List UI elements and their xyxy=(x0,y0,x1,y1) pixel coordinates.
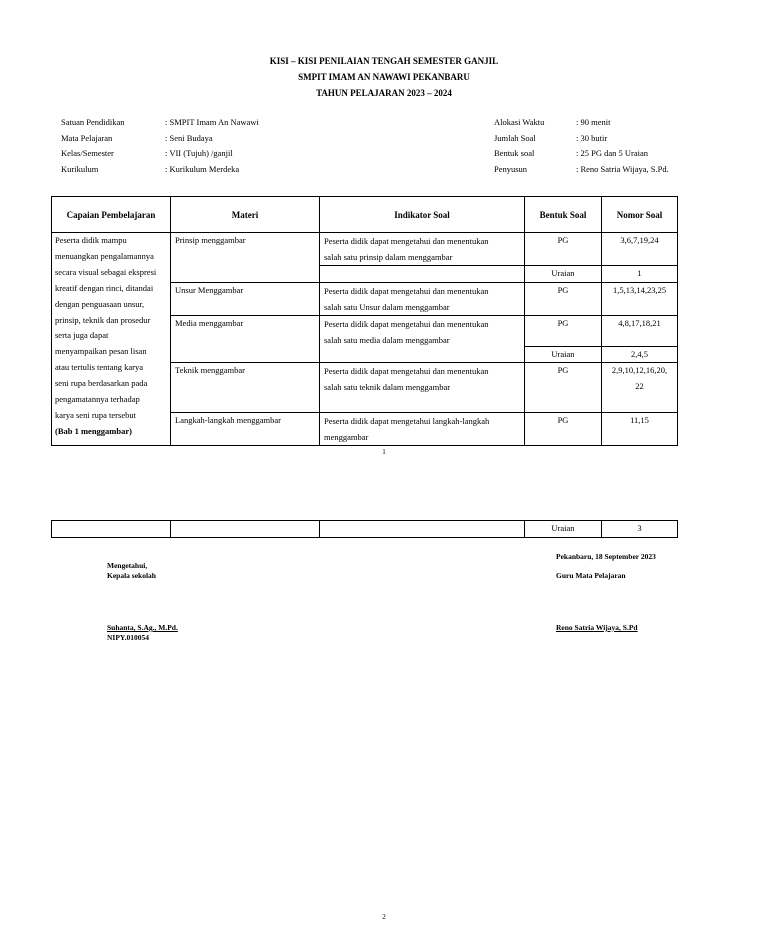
info-value: : Seni Budaya xyxy=(165,132,213,143)
indikator-line: Peserta didik dapat mengetahui dan menentukan xyxy=(324,366,489,376)
indikator-cell xyxy=(320,521,525,538)
indikator-line: Peserta didik dapat mengetahui dan menentukan xyxy=(324,318,489,329)
info-label: Kurikulum xyxy=(61,163,99,174)
nomor-line: 22 xyxy=(635,380,644,391)
info-row xyxy=(494,131,669,147)
document-title xyxy=(0,53,768,101)
capaian-line: atau tertulis tentang karya xyxy=(55,362,144,373)
materi-cell: Teknik menggambar xyxy=(171,363,320,413)
page-number: 2 xyxy=(382,913,386,921)
teacher-name: Reno Satria Wijaya, S.Pd xyxy=(556,623,638,632)
bentuk-cell: PG xyxy=(525,315,602,346)
info-value: : 25 PG dan 5 Uraian xyxy=(576,148,649,158)
info-row xyxy=(61,162,259,178)
header-materi: Materi xyxy=(171,197,320,233)
bentuk-cell: PG xyxy=(525,413,602,446)
capaian-line: dengan penguasaan unsur, xyxy=(55,298,145,309)
materi-cell xyxy=(171,521,320,538)
info-label: Jumlah Soal xyxy=(494,132,536,143)
indikator-cell xyxy=(320,266,525,283)
table-row xyxy=(52,521,678,538)
title-line-1: KISI – KISI PENILAIAN TENGAH SEMESTER GANJIL xyxy=(269,56,499,66)
info-row xyxy=(494,162,669,178)
indikator-line: salah satu teknik dalam menggambar xyxy=(324,382,451,392)
materi-cell: Media menggambar xyxy=(171,315,320,363)
info-value: : Kurikulum Merdeka xyxy=(165,163,240,174)
capaian-line: menyampaikan pesan lisan xyxy=(55,346,147,357)
nomor-cell: 4,8,17,18,21 xyxy=(602,315,678,346)
indikator-line: menggambar xyxy=(324,432,369,442)
bentuk-cell: Uraian xyxy=(525,266,602,283)
nomor-cell: 1 xyxy=(602,266,678,283)
nomor-cell: 3 xyxy=(602,521,678,538)
info-row xyxy=(494,146,669,162)
indikator-cell xyxy=(320,282,525,315)
info-label: Mata Pelajaran xyxy=(61,132,113,143)
header-indikator: Indikator Soal xyxy=(320,197,525,233)
bentuk-cell: PG xyxy=(525,363,602,413)
info-right xyxy=(494,115,669,177)
materi-cell: Langkah-langkah menggambar xyxy=(171,413,320,446)
acknowledge-label: Mengetahui, xyxy=(107,561,148,570)
info-label: Bentuk soal xyxy=(494,148,535,158)
page-number: 1 xyxy=(382,448,386,456)
continuation-table xyxy=(51,520,678,538)
indikator-line: salah satu media dalam menggambar xyxy=(324,334,450,345)
capaian-line: kreatif dengan rinci, ditandai xyxy=(55,282,154,293)
indikator-line: Peserta didik dapat mengetahui langkah-langkah xyxy=(324,416,490,426)
info-row xyxy=(494,115,669,131)
materi-cell: Prinsip menggambar xyxy=(171,233,320,283)
info-value: : VII (Tujuh) /ganjil xyxy=(165,148,233,158)
info-row xyxy=(61,146,259,162)
signature-right-date: Pekanbaru, 18 September 2023 xyxy=(556,552,656,561)
capaian-cell xyxy=(52,521,171,538)
nomor-cell: 2,4,5 xyxy=(602,346,678,363)
bentuk-cell: Uraian xyxy=(525,346,602,363)
header-capaian: Capaian Pembelajaran xyxy=(52,197,171,233)
header-bentuk: Bentuk Soal xyxy=(525,197,602,233)
indikator-line: salah satu prinsip dalam menggambar xyxy=(324,252,453,262)
bentuk-cell: PG xyxy=(525,282,602,315)
nomor-line: 2,9,10,12,16,20, xyxy=(611,365,668,375)
table-header-row xyxy=(52,197,678,233)
nomor-cell: 3,6,7,19,24 xyxy=(602,233,678,266)
info-row xyxy=(61,115,259,131)
nomor-cell: 11,15 xyxy=(602,413,678,446)
capaian-line: karya seni rupa tersebut xyxy=(55,409,136,420)
header-nomor: Nomor Soal xyxy=(602,197,678,233)
info-value: : 30 butir xyxy=(576,132,608,143)
nomor-cell xyxy=(602,363,678,413)
indikator-cell xyxy=(320,363,525,413)
signature-left-name xyxy=(107,623,178,643)
capaian-line: Peserta didik mampu xyxy=(55,235,127,245)
title-line-3: TAHUN PELAJARAN 2023 – 2024 xyxy=(316,88,452,98)
indikator-line: Peserta didik dapat mengetahui dan menentukan xyxy=(324,285,489,296)
info-value: : SMPIT Imam An Nawawi xyxy=(165,117,259,127)
bentuk-cell: PG xyxy=(525,233,602,266)
signature-right-role: Guru Mata Pelajaran xyxy=(556,571,626,580)
capaian-chapter: (Bab 1 menggambar) xyxy=(55,425,132,436)
indikator-line: Peserta didik dapat mengetahui dan menentukan xyxy=(324,236,489,246)
title-line-2: SMPIT IMAM AN NAWAWI PEKANBARU xyxy=(298,72,470,82)
info-label: Kelas/Semester xyxy=(61,148,114,158)
indikator-cell xyxy=(320,315,525,363)
capaian-line: secara visual sebagai ekspresi xyxy=(55,266,157,277)
info-row xyxy=(61,131,259,147)
bentuk-cell: Uraian xyxy=(525,521,602,538)
capaian-line: menuangkan pengalamannya xyxy=(55,250,154,261)
capaian-line: prinsip, teknik dan prosedur xyxy=(55,314,151,325)
table-row xyxy=(52,233,678,266)
info-value: : Reno Satria Wijaya, S.Pd. xyxy=(576,163,669,174)
materi-cell: Unsur Menggambar xyxy=(171,282,320,315)
capaian-line: pengamatannya terhadap xyxy=(55,394,140,405)
capaian-line: serta juga dapat xyxy=(55,330,109,341)
info-label: Penyusun xyxy=(494,163,528,174)
capaian-cell xyxy=(52,233,171,446)
info-label: Satuan Pendidikan xyxy=(61,117,125,127)
info-label: Alokasi Waktu xyxy=(494,117,545,127)
indikator-line: salah satu Unsur dalam menggambar xyxy=(324,301,450,312)
nomor-cell: 1,5,13,14,23,25 xyxy=(602,282,678,315)
principal-role: Kepala sekolah xyxy=(107,571,156,580)
indikator-cell xyxy=(320,413,525,446)
kisi-kisi-table xyxy=(51,196,678,446)
indikator-cell xyxy=(320,233,525,266)
capaian-line: seni rupa berdasarkan pada xyxy=(55,378,148,389)
signature-left xyxy=(107,561,156,581)
principal-nip: NIPY.010054 xyxy=(107,633,150,642)
info-value: : 90 menit xyxy=(576,117,611,127)
info-left xyxy=(61,115,259,177)
principal-name: Suhanta, S.Ag., M.Pd. xyxy=(107,623,178,632)
